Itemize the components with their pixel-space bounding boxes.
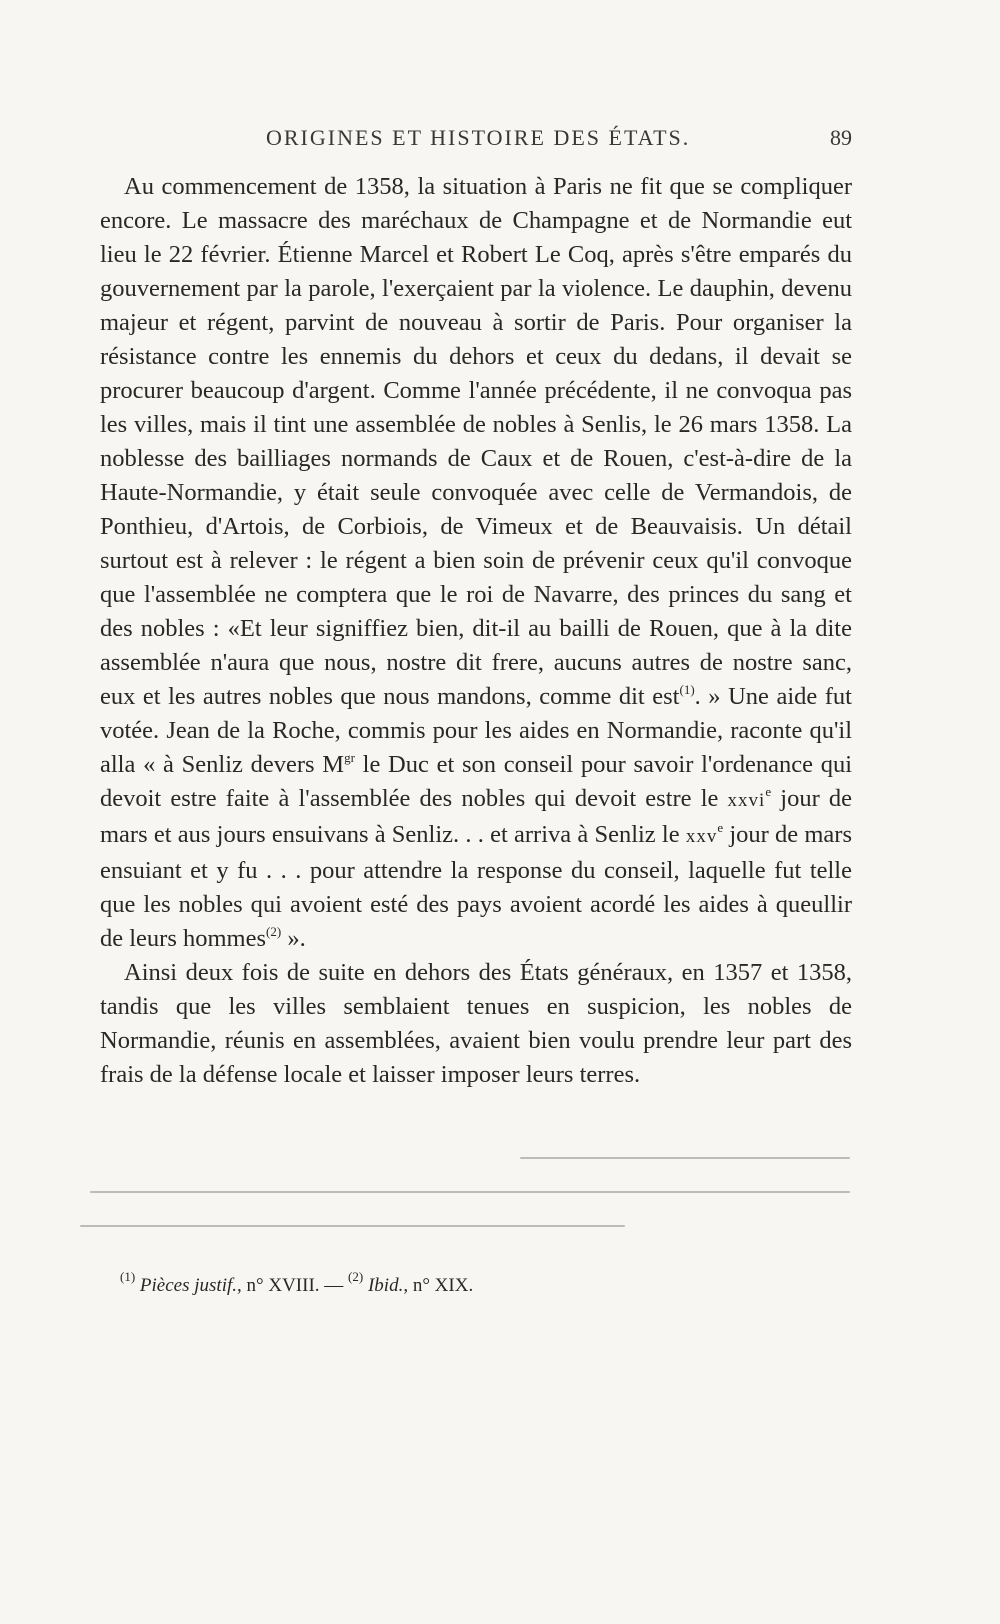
paragraph-2-text: Ainsi deux fois de suite en dehors des États généraux, en 1357 et 1358, tandis que les villes semblaient tenues en suspicion, les nobles de Normandie, réunis en assemblées, avaient bien voulu prendre leur part des frais de la défense locale et laisser imposer leurs terres. (100, 959, 852, 1088)
paragraph-1-text-5: jour de mars ensuiant et y fu . . . pour attendre la response du conseil, laquelle fut telle que les nobles qui avoient esté des pays avoient acordé les aides à queullir de leurs hommes (100, 821, 852, 952)
msgr-superscript: gr (344, 750, 355, 765)
body-text (100, 170, 852, 1092)
footnote-ref-2: (2) (266, 924, 282, 939)
paragraph-1-text-6: ». (281, 925, 306, 952)
paragraph-1 (100, 170, 852, 956)
footnotes (100, 1269, 852, 1298)
paragraph-2 (100, 956, 852, 1092)
footnote-2-reference: Ibid. (367, 1275, 404, 1296)
paragraph-1-text: Au commencement de 1358, la situation à Paris ne fit que se compliquer encore. Le massacre des maréchaux de Champagne et de Normandie eut lieu le 22 février. Étienne Marcel et Robert Le Coq, après s'être emparés du gouvernement par la parole, l'exerçaient par la violence. Le dauphin, devenu majeur et régent, parvint de nouveau à sortir de Paris. Pour organiser la résistance contre les ennemis du dehors et ceux du dedans, il devait se procurer beaucoup d'argent. Comme l'année précédente, il ne convoqua pas les villes, mais il tint une assemblée de nobles à Senlis, le 26 mars 1358. La noblesse des bailliages normands de Caux et de Rouen, c'est-à-dire de la Haute-Normandie, y était seule convoquée avec celle de Vermandois, de Ponthieu, d'Artois, de Corbiois, de Vimeux et de Beauvaisis. Un détail surtout est à relever : le régent a bien soin de prévenir ceux qu'il convoque que l'assemblée ne comptera que le roi de Navarre, des princes du sang et des nobles : «Et leur signiffiez bien, dit-il au bailli de Rouen, que à la dite assemblée n'aura que nous, nostre dit frere, aucuns autres de nostre sanc, eux et les autres nobles que nous mandons, comme dit est (100, 173, 852, 710)
roman-day-26-suffix: e (765, 784, 772, 799)
footnote-1-number: , n° XVIII. — (237, 1275, 349, 1296)
paragraph-1-text-4: jour de mars et aus jours ensuivans à Senliz. . . et arriva à Senliz le (100, 785, 852, 848)
footnote-1-marker: (1) (120, 1269, 136, 1284)
paragraph-1-text-3: le Duc et son conseil pour savoir l'ordenance qui devoit estre faite à l'assemblée des nobles qui devoit estre le (100, 751, 853, 812)
roman-day-25: xxv (685, 826, 718, 847)
running-title: ORIGINES ET HISTOIRE DES ÉTATS. (266, 125, 691, 150)
roman-day-26: xxvi (727, 790, 766, 811)
footnote-2-marker: (2) (348, 1269, 364, 1284)
footnote-2-number: , n° XIX. (403, 1275, 474, 1296)
footnote-ref-1: (1) (679, 682, 695, 697)
page-number: 89 (830, 125, 852, 150)
pencil-underline-2 (90, 1191, 850, 1193)
pencil-underline-3 (80, 1225, 625, 1227)
roman-day-25-suffix: e (717, 820, 724, 835)
running-head (100, 125, 852, 155)
pencil-underline-1 (520, 1157, 850, 1159)
paragraph-1-text-2: . » Une aide fut votée. Jean de la Roche, commis pour les aides en Normandie, raconte qu'il alla « à Senliz devers M (100, 683, 852, 778)
footnote-1-reference: Pièces justif. (139, 1275, 238, 1296)
